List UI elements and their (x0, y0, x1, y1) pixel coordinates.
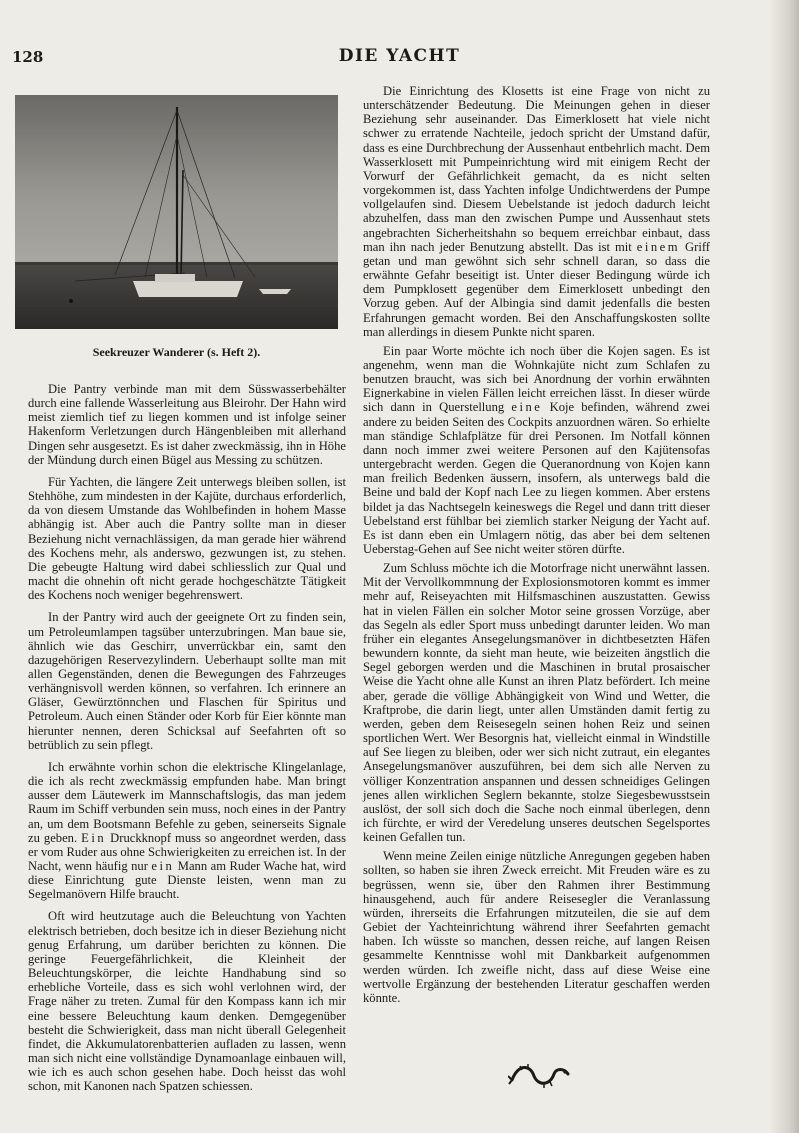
text-run: Mann am Ruder Wache hat, wird diese Einrichtung gute Dienste leisten, wenn man zu Segelmanövern Hilfe braucht. (28, 859, 347, 902)
text-run: Ich erwähnte vorhin schon die elektrische Klingelanlage, die ich als recht zweckmässig empfunden habe. Man bringt ausser dem Läutewerk im Mannschaftslogis, das man jedem Raum im Schiff verbunden sein muss, noch eines in der Pantry an, um dem Bootsmann Befehle zu geben, seinerseits Signale zu geben. (28, 759, 346, 845)
figure-caption: Seekreuzer Wanderer (s. Heft 2). (92, 345, 261, 359)
sea-serpent-ornament-icon (508, 1058, 572, 1092)
yacht-photo (15, 95, 338, 329)
page-edge-shadow (769, 0, 799, 1133)
text-run: Die Einrichtung des Klosetts ist eine Frage von nicht zu unterschätzender Bedeutung. Die Meinungen gehen in dieser Beziehung sehr auseinander. Das Eimerklosett hat viele nicht schwer zu erratende Nachteile, jedoch spricht der Umstand dafür, dass es eine Durchbrechung der Aussenhaut entbehrlich macht. Dem Wasserklosett mit Pumpeinrichtung wird mit einigem Recht der Vorwurf der Gefährlichkeit gemacht, da es nicht selten vorgekommen ist, dass Yachten infolge Undichtwerdens der Pumpe vollgelaufen sind. Diesem Uebelstande ist jedoch dadurch leicht abzuhelfen, dass man den zwischen Pumpe und Aussenhaut stets angebrachten Sicherheitshahn so bequem erreichbar einbaut, dass man ihn nach jeder Benutzung abstellt. Das ist mit (363, 84, 710, 254)
emphasized-word: eine (511, 400, 543, 415)
paragraph (363, 84, 710, 339)
paragraph (363, 344, 710, 556)
left-text-column (28, 382, 346, 1102)
paragraph (28, 760, 346, 902)
page-number: 128 (12, 48, 44, 66)
text-run: Koje befinden, während zwei andere zu beiden Seiten des Cockpits anzuordnen wären. So erhielte man ständige Schlafplätze für drei Personen. Im Notfall können dann noch immer zwei weitere Personen auf den Kajütensofas untergebracht werden. Gegen die Queranordnung von Kojen kann man freilich Bedenken äussern, insofern, als unterwegs bald die Beine und bald der Kopf nach Lee zu liegen kommen. Aber erstens bildet ja das Nachtsegeln keineswegs die Regel und dann tritt dieser Uebelstand erst fühlbar bei ziemlich starker Neigung der Yacht auf. Es ist dann eben ein Umlagern nötig, das aber bei dem seltenen Ueberstag-Gehen auf See nicht weiter stören dürfte. (363, 400, 710, 556)
right-text-column (363, 84, 710, 1010)
paragraph: Wenn meine Zeilen einige nützliche Anregungen gegeben haben sollten, so haben sie ihren Zweck erreicht. Mit Freuden wäre es zu begrüssen, wenn sie, über den Rahmen ihrer Bestimmung hinausgehend, auch für andere Reisesegler die Veranlassung würden, ihrerseits die Erfahrungen mitzuteilen, die sie auf dem Gebiet der Yachteinrichtung während ihrer Seefahrten gemacht haben. Ich wüsste so manchen, dessen reiche, auf langen Reisen gesammelte Kenntnisse wohl mit Dankbarkeit aufgenommen werden würden. Ich zweifle nicht, dass auf diese Weise eine wertvolle Ergänzung der bestehenden Literatur geschaffen werden könnte. (363, 849, 710, 1005)
text-run: Druckknopf muss so angeordnet werden, dass er vom Ruder aus ohne Schwierigkeiten zu erreichen ist. In der Nacht, wenn häufig nur (28, 830, 346, 873)
paragraph: Zum Schluss möchte ich die Motorfrage nicht unerwähnt lassen. Mit der Vervollkommnung der Explosionsmotoren kommt es immer mehr auf, Reiseyachten mit Hilfsmaschinen auszustatten. Gewiss hat in vielen Fällen ein solcher Motor seine grossen Vorzüge, aber das Segeln als edler Sport muss unbedingt darunter leiden. Wo man früher ein elegantes Ansegelungsmanöver in dichtbesetzten Häfen bewundern konnte, da sieht man heute, wie beizeiten ängstlich die Segel geborgen werden und die Maschinen in brutal prosaischer Weise die Yacht ohne alle Kunst an ihren Platz befördert. Ich meine aber, gerade die völlige Abhängigkeit von Wind und Wetter, die Kraftprobe, die darin liegt, unter allen Umständen damit fertig zu werden, geben dem Reisesegeln seinen hohen Reiz und seinen sportlichen Wert. Wer Besorgnis hat, vielleicht einmal in Windstille auf See liegen zu bleiben, oder wer sich nicht zutraut, ein elegantes Ansegelungsmanöver auszuführen, bei dem sich alle Nerven zu völliger Konzentration anspannen und dessen schneidiges Gelingen jenes allen wirklichen Seglern bekannte, stolze Siegesbewusstsein auslöst, der soll sich doch die Sache noch einmal überlegen, denn ich fürchte, er wird der Veredelung unseres deutschen Segelsportes keinen Gefallen tun. (363, 561, 710, 845)
paragraph: Für Yachten, die längere Zeit unterwegs bleiben sollen, ist Stehhöhe, zum mindesten in der Kajüte, durchaus erforderlich, da von diesem Umstande das Wohlbefinden in hohem Masse abhängig ist. Aber auch die Pantry sollte man in dieser Beziehung nicht vernachlässigen, da man gerade hier während des Kochens mehr, als anderswo, gezwungen ist, zu stehen. Die gebeugte Haltung wird dabei schliesslich zur Qual und macht die ohnehin oft nicht gerade hochgeschätzte Tätigkeit des Kochens noch weniger begehrenswert. (28, 474, 346, 603)
emphasized-word: einem (636, 239, 681, 254)
emphasized-word: Ein (81, 830, 107, 845)
sailing-yacht-photo-icon (15, 95, 338, 329)
emphasized-word: ein (151, 859, 175, 873)
running-head-title: DIE YACHT (338, 46, 461, 66)
text-run: Ein paar Worte möchte ich noch über die Kojen sagen. Es ist angenehm, wenn man die Wohnkajüte nicht zum Schlafen zu benutzen braucht, was sich bei Anordnung der vorhin erwähnten Eignerkabine in vielen Fällen leicht erreichen lässt. In dieser würde sich dann in Querstellung (363, 343, 710, 415)
text-run: Griff getan und man gewöhnt sich sehr schnell daran, so dass die erwähnte Gefahr beseitigt ist. Unter dieser Bedingung würde ich dem Pumpklosett gegenüber dem Eimerklosett unbedingt den Vorzug geben. Auf der Albingia sind damit jedenfalls die besten Erfahrungen gemacht worden. Bei den Anschaffungskosten sollte man allerdings in diesem Punkte nicht sparen. (363, 239, 710, 339)
paragraph: Oft wird heutzutage auch die Beleuchtung von Yachten elektrisch betrieben, doch besitze ich in dieser Beziehung nicht genug Erfahrung, um darüber berichten zu können. Die geringe Feuergefährlichkeit, die Kleinheit der Beleuchtungskörper, die leichte Handhabung sind so erhebliche Vorteile, dass es sich wohl verlohnen wird, der Frage näher zu treten. Zumal für den Kompass kann ich mir eine bessere Beleuchtung kaum denken. Demgegenüber besteht die Schwierigkeit, dass man nicht überall Gelegenheit findet, die Akkumulatorenbatterien aufladen zu lassen, wenn man sich nicht eine vollständige Dynamoanlage einbauen will, wie ich es auch schon gesehen habe. Doch heisst das wohl schon, mit Kanonen nach Spatzen schiessen. (28, 909, 346, 1094)
paragraph: In der Pantry wird auch der geeignete Ort zu finden sein, um Petroleumlampen tagsüber unterzubringen. Man baue sie, ähnlich wie das Geschirr, unverrückbar ein, samt den dazugehörigen Reservezylindern. Ueberhaupt sollte man mit allen Gegenständen, denen die Bewegungen des Fahrzeuges verhängnisvoll werden können, so verfahren. Ich erinnere an Gläser, Gewürztönnchen und Flaschen für Spiritus und Petroleum. Auch einen Ständer oder Korb für Eier könnte man hierunter nennen, deren Schicksal auf Seefahrten oft so betrüblich zu sein pflegt. (28, 610, 346, 752)
paragraph: Die Pantry verbinde man mit dem Süsswasserbehälter durch eine fallende Wasserleitung aus Bleirohr. Der Hahn wird meist ziemlich tief zu liegen kommen und ist infolge seiner Hakenform Verletzungen durch Hängenbleiben mit allerhand Dingen sehr ausgesetzt. Es ist daher zweckmässig, ihn in Höhe der Mündung durch einen Bügel aus Messing zu schützen. (28, 382, 346, 467)
